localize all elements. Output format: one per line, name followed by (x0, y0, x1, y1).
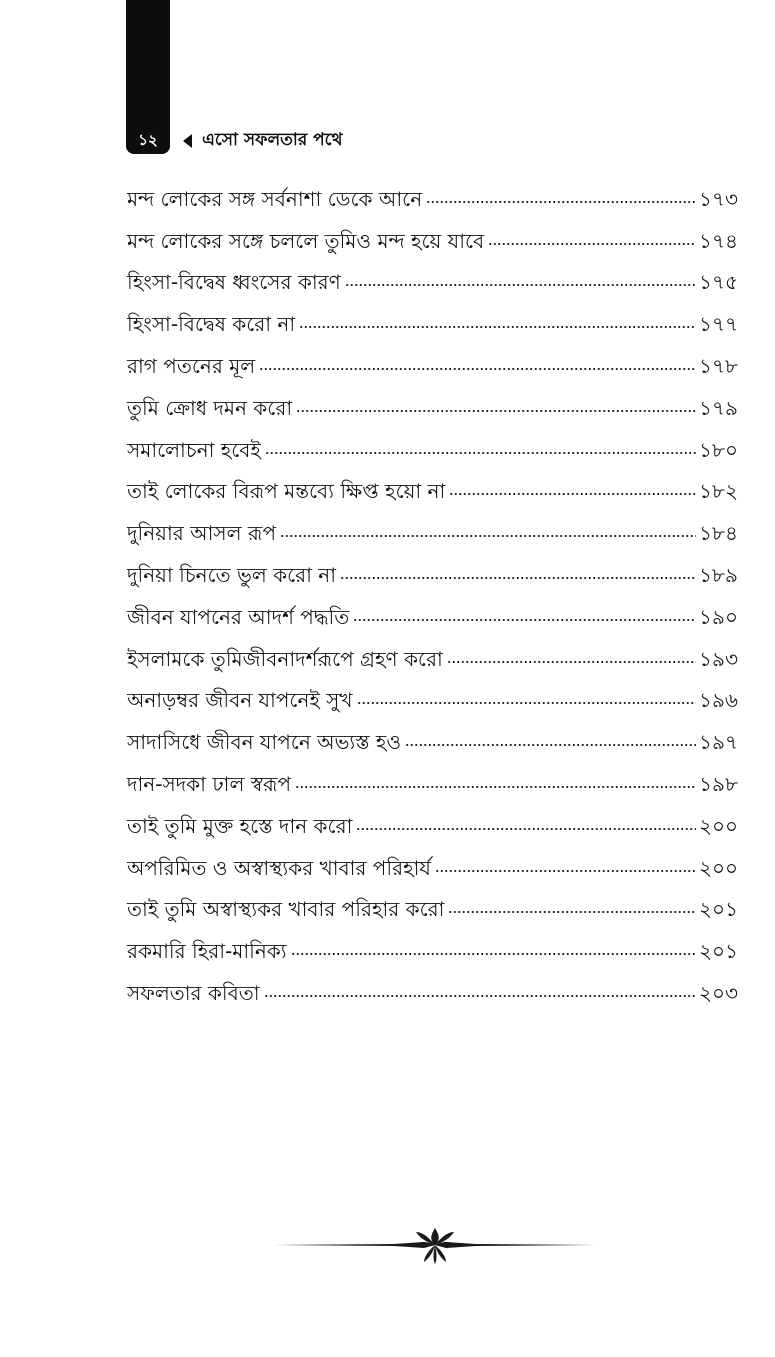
toc-entry-title: অনাড়ম্বর জীবন যাপনেই সুখ (127, 688, 353, 713)
running-header (183, 129, 343, 153)
dot-leader (340, 575, 696, 581)
toc-entry-page-number: ১৮৯ (699, 562, 738, 587)
toc-entry-page-number: ২০০ (698, 855, 738, 880)
dot-leader (291, 951, 696, 957)
dot-leader (435, 868, 696, 874)
dot-leader (345, 282, 696, 288)
toc-entry-title: রাগ পতনের মূল (127, 353, 256, 378)
toc-entry-title: তুমি ক্রোধ দমন করো (127, 395, 293, 420)
toc-entry (127, 839, 738, 881)
toc-entry (127, 170, 738, 212)
toc-entry (127, 546, 738, 588)
toc-entry (127, 379, 738, 421)
toc-entry (127, 964, 738, 1006)
dot-leader (264, 993, 696, 999)
dot-leader (265, 450, 696, 456)
toc-entry-page-number: ১৮০ (699, 437, 738, 462)
toc-entry-title: দুনিয়ার আসল রূপ (127, 521, 277, 546)
toc-entry-title: সমালোচনা হবেই (127, 437, 261, 462)
page-number: ১২ (138, 131, 158, 149)
toc-entry (127, 337, 738, 379)
toc-entry (127, 254, 738, 296)
dot-leader (353, 617, 696, 623)
toc-entry-title: সফলতার কবিতা (127, 980, 260, 1005)
toc-entry-page-number: ১৭৯ (699, 395, 738, 420)
toc-entry-page-number: ১৯০ (699, 604, 738, 629)
dot-leader (447, 659, 696, 665)
toc-entry (127, 672, 738, 714)
dot-leader (280, 533, 696, 539)
toc-entry-title: দুনিয়া চিনতে ভুল করো না (127, 562, 337, 587)
floral-divider-icon (274, 1220, 596, 1270)
dot-leader (448, 909, 696, 915)
toc-entry-page-number: ১৯৬ (699, 688, 738, 713)
dot-leader (405, 742, 696, 748)
dot-leader (449, 491, 696, 497)
toc-entry (127, 588, 738, 630)
toc-entry-page-number: ১৮২ (699, 479, 738, 504)
book-title: এসো সফলতার পথে (202, 130, 343, 150)
toc-entry (127, 212, 738, 254)
dot-leader (259, 366, 696, 372)
toc-entry-page-number: ১৮৪ (699, 521, 738, 546)
dot-leader (299, 324, 696, 330)
dot-leader (488, 241, 696, 247)
toc-entry-title: দান-সদকা ঢাল স্বরূপ (127, 771, 292, 796)
toc-entry (127, 713, 738, 755)
toc-entry-page-number: ১৭৪ (699, 228, 738, 253)
page-number-tab (126, 0, 170, 154)
toc-entry-title: রকমারি হিরা-মানিক্য (127, 939, 287, 964)
toc-entry (127, 755, 738, 797)
toc-entry-page-number: ১৭৮ (699, 353, 738, 378)
toc-entry (127, 922, 738, 964)
toc-entry-title: হিংসা-বিদ্বেষ ধ্বংসের কারণ (127, 270, 341, 295)
dot-leader (295, 784, 696, 790)
toc-entry-page-number: ২০১ (699, 897, 738, 922)
toc-entry (127, 295, 738, 337)
toc-entry (127, 881, 738, 923)
toc-entry-title: মন্দ লোকের সঙ্গে চললে তুমিও মন্দ হয়ে যাবে (127, 228, 485, 253)
dot-leader (356, 826, 696, 832)
toc-entry-title: হিংসা-বিদ্বেষ করো না (127, 312, 296, 337)
toc-entry-title: জীবন যাপনের আদর্শ পদ্ধতি (127, 604, 350, 629)
toc-entry-page-number: ১৯৩ (699, 646, 738, 671)
toc-entry-title: তাই তুমি মুক্ত হস্তে দান করো (127, 813, 353, 838)
toc-entry (127, 463, 738, 505)
toc-entry (127, 504, 738, 546)
toc-entry-page-number: ১৭৩ (699, 186, 738, 211)
caret-left-icon (183, 134, 192, 148)
toc-entry (127, 797, 738, 839)
toc-entry-title: অপরিমিত ও অস্বাস্থ্যকর খাবার পরিহার্য (127, 855, 431, 880)
toc-entry (127, 630, 738, 672)
toc-entry-title: ইসলামকে তুমিজীবনাদর্শরূপে গ্রহণ করো (127, 646, 443, 671)
dot-leader (426, 199, 696, 205)
toc-entry-page-number: ২০০ (698, 813, 738, 838)
toc-entry (127, 421, 738, 463)
toc-entry-page-number: ১৭৫ (699, 270, 738, 295)
toc-entry-title: মন্দ লোকের সঙ্গ সর্বনাশা ডেকে আনে (127, 186, 423, 211)
toc-entry-page-number: ১৯৮ (699, 771, 738, 796)
toc-entry-page-number: ২০১ (699, 939, 738, 964)
dot-leader (357, 700, 697, 706)
toc-entry-title: তাই তুমি অস্বাস্থ্যকর খাবার পরিহার করো (127, 897, 445, 922)
toc-entry-title: তাই লোকের বিরূপ মন্তব্যে ক্ষিপ্ত হয়ো না (127, 479, 446, 504)
toc-entry-title: সাদাসিধে জীবন যাপনে অভ্যস্ত হও (127, 730, 402, 755)
dot-leader (296, 408, 696, 414)
toc-entry-page-number: ২০৩ (698, 980, 738, 1005)
table-of-contents (127, 170, 738, 1006)
toc-entry-page-number: ১৯৭ (699, 730, 738, 755)
toc-entry-page-number: ১৭৭ (699, 312, 738, 337)
